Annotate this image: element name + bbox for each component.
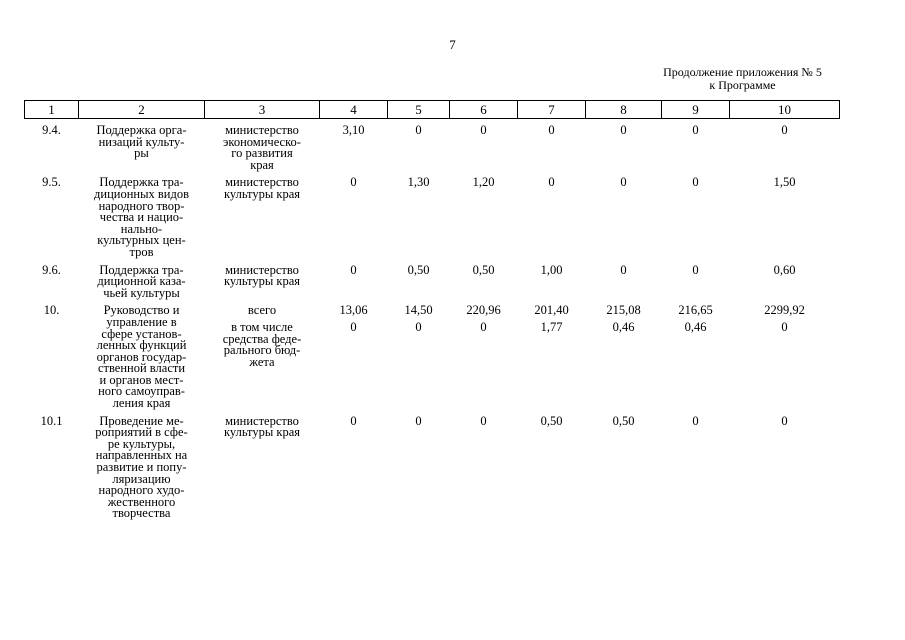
activity-name-line: роприятий в сфе- bbox=[95, 425, 188, 440]
value: 0 bbox=[692, 175, 699, 190]
activity-name-line: Поддержка орга- bbox=[96, 123, 187, 137]
value-cell-col-10 bbox=[730, 119, 840, 172]
executor-line: министерство bbox=[225, 175, 299, 190]
sub-value: 0,46 bbox=[612, 319, 635, 334]
activity-name-line: ры bbox=[134, 146, 149, 161]
value-cell-col-6 bbox=[450, 410, 518, 520]
activity-name-line: и органов мест- bbox=[99, 372, 184, 387]
activity-name-line: творчества bbox=[112, 506, 171, 521]
activity-name-line: культурных цен- bbox=[97, 233, 186, 248]
activity-name bbox=[79, 171, 205, 258]
value-cell-col-4 bbox=[320, 171, 388, 258]
continuation-line-2: к Программе bbox=[709, 78, 776, 92]
value: 14,50 bbox=[404, 303, 433, 318]
activity-name-line: развитие и попу- bbox=[96, 460, 187, 475]
value-cell-col-4 bbox=[320, 410, 388, 520]
value: 0 bbox=[548, 123, 555, 137]
row-number: 9.6. bbox=[42, 262, 61, 277]
activity-name-line: ления края bbox=[112, 396, 171, 411]
value-cell-col-8 bbox=[586, 410, 662, 520]
activity-name-line: ленных функций bbox=[96, 338, 187, 353]
executor bbox=[205, 410, 320, 520]
activity-name-line: сфере установ- bbox=[101, 326, 182, 341]
value: 0 bbox=[548, 175, 555, 190]
value: 0 bbox=[350, 175, 357, 190]
value: 220,96 bbox=[466, 303, 501, 318]
value-cell-col-7 bbox=[518, 299, 586, 409]
value: 0 bbox=[620, 123, 627, 137]
value: 1,30 bbox=[407, 175, 430, 190]
value-cell-col-5 bbox=[388, 171, 450, 258]
value-cell-col-5 bbox=[388, 410, 450, 520]
activity-name-line: чьей культуры bbox=[103, 285, 180, 300]
executor-line: экономическо- bbox=[223, 134, 301, 149]
value-cell-col-10 bbox=[730, 171, 840, 258]
value: 0 bbox=[415, 123, 422, 137]
activity-name-line: народного твор- bbox=[98, 198, 185, 213]
continuation-line-1: Продолжение приложения № 5 bbox=[663, 65, 822, 79]
value-cell-col-5 bbox=[388, 259, 450, 300]
sub-value: 0 bbox=[415, 319, 422, 334]
value-cell-col-10 bbox=[730, 410, 840, 520]
value: 2299,92 bbox=[764, 303, 805, 318]
table-row bbox=[25, 410, 840, 520]
header-col-5: 5 bbox=[388, 101, 450, 119]
activity-name bbox=[79, 299, 205, 409]
activity-name bbox=[79, 410, 205, 520]
activity-name-line: управление в bbox=[106, 314, 177, 329]
activity-name-line: ре культуры, bbox=[107, 436, 176, 451]
executor bbox=[205, 299, 320, 409]
value: 0 bbox=[620, 175, 627, 190]
table-body bbox=[25, 119, 840, 521]
executor-line: министерство bbox=[225, 413, 299, 428]
table-row bbox=[25, 171, 840, 258]
activity-name-line: направленных на bbox=[95, 448, 188, 463]
header-col-6: 6 bbox=[450, 101, 518, 119]
sub-value: 0 bbox=[350, 319, 357, 334]
activity-name-line: жественного bbox=[107, 494, 176, 509]
table-row bbox=[25, 259, 840, 300]
table-row bbox=[25, 119, 840, 172]
value-cell-col-9 bbox=[662, 171, 730, 258]
executor bbox=[205, 259, 320, 300]
header-col-3: 3 bbox=[205, 101, 320, 119]
activity-name-line: диционной каза- bbox=[97, 274, 186, 289]
value: 13,06 bbox=[339, 303, 368, 318]
value: 0 bbox=[480, 123, 487, 137]
value-cell-col-5 bbox=[388, 119, 450, 172]
executor-line: всего bbox=[247, 303, 277, 318]
value: 215,08 bbox=[606, 303, 641, 318]
activity-name-line: Руководство и bbox=[103, 303, 180, 318]
activity-name-line: низаций культу- bbox=[98, 134, 185, 149]
executor-line: края bbox=[250, 157, 274, 172]
value-cell-col-4 bbox=[320, 119, 388, 172]
executor-sub-line: рального бюд- bbox=[223, 343, 301, 358]
executor bbox=[205, 171, 320, 258]
value-cell-col-10 bbox=[730, 299, 840, 409]
executor bbox=[205, 119, 320, 172]
value-cell-col-9 bbox=[662, 410, 730, 520]
executor-sub-line: жета bbox=[249, 354, 275, 369]
value: 0 bbox=[350, 262, 357, 277]
value-cell-col-7 bbox=[518, 171, 586, 258]
value-cell-col-8 bbox=[586, 259, 662, 300]
value: 0 bbox=[620, 262, 627, 277]
activity-name-line: диционных видов bbox=[94, 186, 189, 201]
row-number: 10. bbox=[43, 303, 60, 318]
value: 0 bbox=[415, 413, 422, 428]
value: 201,40 bbox=[534, 303, 569, 318]
header-col-4: 4 bbox=[320, 101, 388, 119]
activity-name-line: ственной власти bbox=[97, 361, 186, 376]
sub-value: 0,46 bbox=[684, 319, 707, 334]
sub-value: 0 bbox=[781, 319, 788, 334]
table-row bbox=[25, 299, 840, 409]
sub-value: 0 bbox=[480, 319, 487, 334]
value: 0 bbox=[781, 413, 788, 428]
activity-name-line: ного самоуправ- bbox=[98, 384, 185, 399]
value: 0 bbox=[480, 413, 487, 428]
value-cell-col-5 bbox=[388, 299, 450, 409]
value: 0 bbox=[781, 123, 788, 137]
value-cell-col-10 bbox=[730, 259, 840, 300]
value-cell-col-4 bbox=[320, 299, 388, 409]
row-number: 10.1 bbox=[40, 413, 63, 428]
value-cell-col-6 bbox=[450, 299, 518, 409]
executor-line: министерство bbox=[225, 123, 299, 137]
value: 216,65 bbox=[678, 303, 713, 318]
value: 0 bbox=[692, 123, 699, 137]
value: 0 bbox=[692, 262, 699, 277]
value-cell-col-6 bbox=[450, 259, 518, 300]
value-cell-col-4 bbox=[320, 259, 388, 300]
value: 0 bbox=[692, 413, 699, 428]
activity-name bbox=[79, 119, 205, 172]
header-col-10: 10 bbox=[730, 101, 840, 119]
header-col-7: 7 bbox=[518, 101, 586, 119]
activity-name-line: тров bbox=[129, 244, 154, 259]
executor-line: го развития bbox=[231, 146, 293, 161]
page-number: 7 bbox=[449, 37, 456, 52]
activity-name-line: народного худо- bbox=[98, 483, 185, 498]
executor-line: культуры края bbox=[223, 425, 300, 440]
row-number: 9.4. bbox=[42, 123, 61, 137]
executor-line: культуры края bbox=[223, 274, 300, 289]
value-cell-col-7 bbox=[518, 119, 586, 172]
activity-name-line: ляризацию bbox=[112, 471, 171, 486]
activity-name-line: нально- bbox=[120, 221, 163, 236]
sub-value: 1,77 bbox=[540, 319, 563, 334]
value-cell-col-8 bbox=[586, 119, 662, 172]
value: 0,50 bbox=[472, 262, 495, 277]
value: 3,10 bbox=[342, 123, 365, 137]
appendix-continuation-note bbox=[640, 66, 845, 92]
value: 1,00 bbox=[540, 262, 563, 277]
header-col-8: 8 bbox=[586, 101, 662, 119]
value-cell-col-9 bbox=[662, 259, 730, 300]
activity-name-line: чества и нацио- bbox=[99, 210, 184, 225]
value: 0,60 bbox=[773, 262, 796, 277]
header-col-9: 9 bbox=[662, 101, 730, 119]
value-cell-col-8 bbox=[586, 299, 662, 409]
activity-name-line: органов государ- bbox=[96, 349, 187, 364]
value-cell-col-6 bbox=[450, 119, 518, 172]
executor-sub-line: в том числе bbox=[231, 319, 293, 334]
value: 1,20 bbox=[472, 175, 495, 190]
value: 0,50 bbox=[540, 413, 563, 428]
executor-line: культуры края bbox=[223, 186, 300, 201]
row-number: 9.5. bbox=[42, 175, 61, 190]
value: 0 bbox=[350, 413, 357, 428]
activity-name-line: Поддержка тра- bbox=[99, 175, 184, 190]
activity-name bbox=[79, 259, 205, 300]
value-cell-col-6 bbox=[450, 171, 518, 258]
executor-line: министерство bbox=[225, 262, 299, 277]
value-cell-col-9 bbox=[662, 119, 730, 172]
activity-name-line: Проведение ме- bbox=[99, 413, 184, 428]
value-cell-col-9 bbox=[662, 299, 730, 409]
value: 0,50 bbox=[407, 262, 430, 277]
header-col-1: 1 bbox=[25, 101, 79, 119]
program-appendix-table bbox=[24, 100, 840, 520]
value: 0,50 bbox=[612, 413, 635, 428]
value-cell-col-7 bbox=[518, 259, 586, 300]
value-cell-col-7 bbox=[518, 410, 586, 520]
value: 1,50 bbox=[773, 175, 796, 190]
value-cell-col-8 bbox=[586, 171, 662, 258]
header-col-2: 2 bbox=[79, 101, 205, 119]
table-header-row bbox=[25, 101, 840, 119]
executor-sub-line: средства феде- bbox=[222, 331, 302, 346]
activity-name-line: Поддержка тра- bbox=[99, 262, 184, 277]
